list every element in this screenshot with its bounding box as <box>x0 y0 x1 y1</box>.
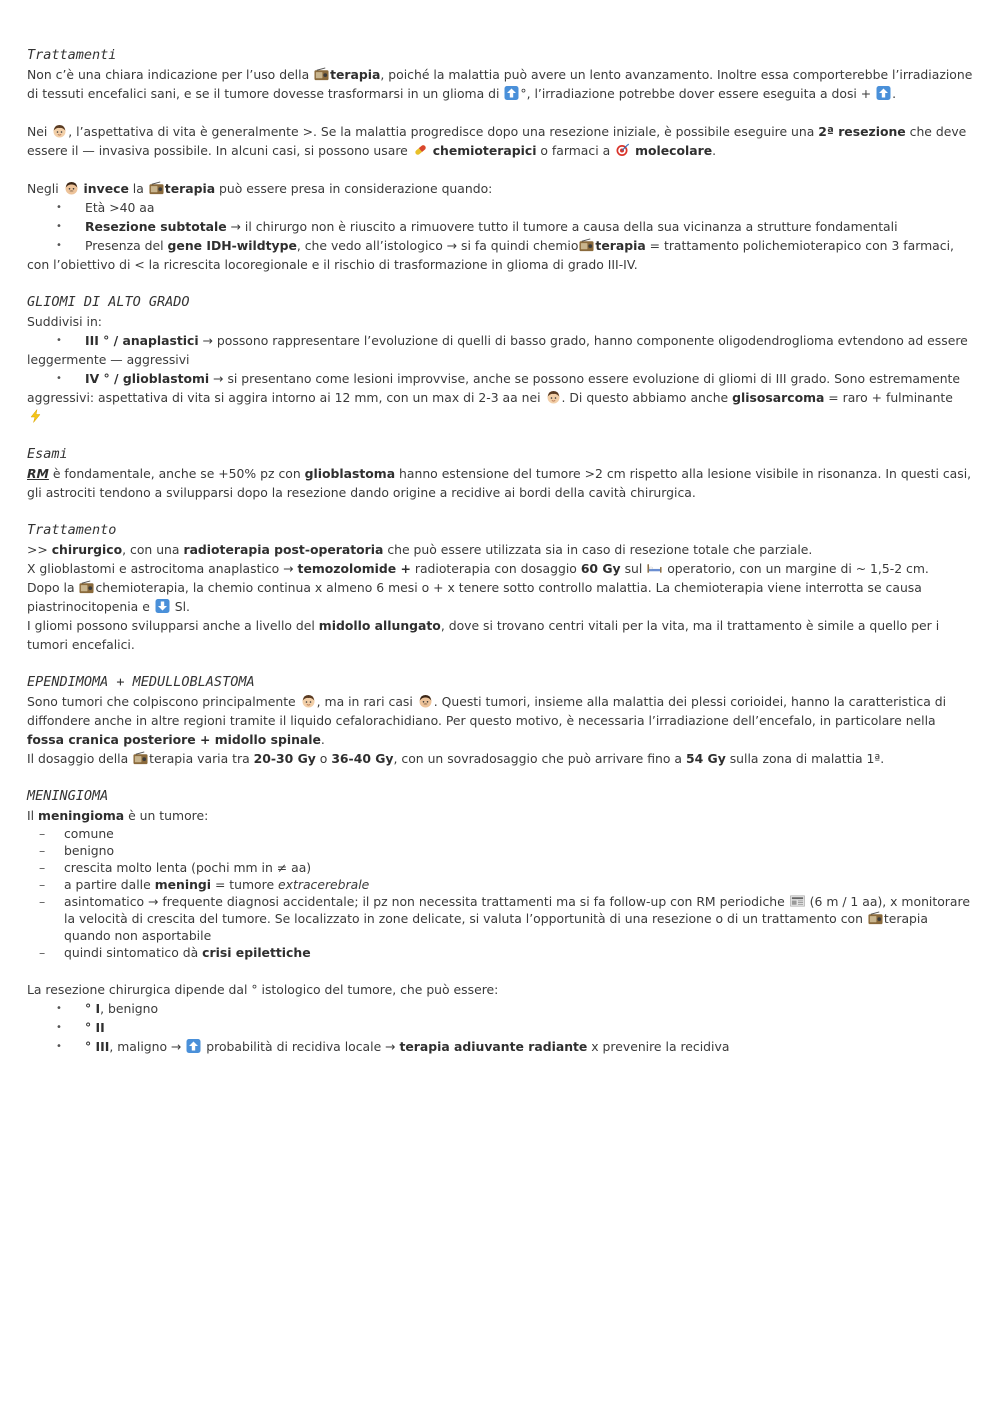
paragraph: Il dosaggio della terapia varia tra 20-30 Gy o 36-40 Gy, con un sovradosaggio che può arrivare fino a 54 Gy sulla zona di malattia 1ª. <box>27 751 885 766</box>
pill-icon <box>413 143 428 157</box>
down-arrow-icon <box>155 599 170 613</box>
bullet-list <box>27 331 973 426</box>
list-item: • Resezione subtotale → il chirurgo non è riuscito a rimuovere tutto il tumore a causa della sua vicinanza a strutture fondamentali <box>27 217 973 236</box>
list-item: • Età >40 aa <box>27 198 973 217</box>
paragraph: >> chirurgico, con una radioterapia post-operatoria che può essere utilizzata sia in caso di resezione totale che parziale. <box>27 542 813 557</box>
list-item: – a partire dalle meningi = tumore extracerebrale <box>27 876 973 893</box>
list-item: – asintomatico → frequente diagnosi accidentale; il pz non necessita trattamenti ma si fa follow-up con RM periodiche (6 m / 1 aa), x monitorare la velocità di crescita del tumore. Se localizzato in zone delicate, si valuta l’opportunità di una resezione o di un trattamento con terapia quando non asportabile <box>27 893 973 944</box>
list-item: – benigno <box>27 842 973 859</box>
list-item: – quindi sintomatico dà crisi epilettiche <box>27 944 973 961</box>
paragraph: Negli invece la terapia può essere presa in considerazione quando: <box>27 181 493 196</box>
list-item: • ° III, maligno → probabilità di recidiva locale → terapia adiuvante radiante x prevenire la recidiva <box>27 1037 973 1056</box>
list-item: • ° II <box>27 1018 973 1037</box>
dash-list <box>27 825 973 961</box>
radio-icon <box>79 580 94 594</box>
section-title-ependimoma: EPENDIMOMA + MEDULLOBLASTOMA <box>27 674 255 690</box>
bullet-list <box>27 999 973 1056</box>
section-title-gliomi: GLIOMI DI ALTO GRADO <box>27 294 190 310</box>
up-arrow-icon <box>876 86 891 100</box>
man-face-icon <box>418 694 433 708</box>
list-item: – crescita molto lenta (pochi mm in ≠ aa) <box>27 859 973 876</box>
paragraph: RM è fondamentale, anche se +50% pz con glioblastoma hanno estensione del tumore >2 cm rispetto alla lesione visibile in risonanza. In questi casi, gli astrociti tendono a svilupparsi dopo la resezione dando origine a recidive ai bordi della cavità chirurgica. <box>27 466 972 500</box>
list-item: • ° I, benigno <box>27 999 973 1018</box>
radio-icon <box>579 238 594 252</box>
paragraph: Dopo la chemioterapia, la chemio continua x almeno 6 mesi o + x tenere sotto controllo malattia. La chemioterapia viene interrotta se causa piastrinocitopenia e Sl. <box>27 580 922 614</box>
radio-icon <box>149 181 164 195</box>
paragraph: La resezione chirurgica dipende dal ° istologico del tumore, che può essere: <box>27 982 499 997</box>
radio-icon <box>133 751 148 765</box>
section-title-trattamento: Trattamento <box>27 522 117 538</box>
target-icon <box>615 143 630 157</box>
list-item: • IV ° / glioblastomi → si presentano come lesioni improvvise, anche se possono essere evoluzione di gliomi di III grado. Sono estremamente aggressivi: aspettativa di vita si aggira intorno ai 12 mm, con un max di 2-3 aa nei . Di questo abbiamo anche glisosarcoma = raro + fulminante <box>27 369 973 426</box>
paragraph: Nei , l’aspettativa di vita è generalmente >. Se la malattia progredisce dopo una resezione iniziale, è possibile eseguire una 2ª resezione che deve essere il — invasiva possibile. In alcuni casi, si possono usare chemioterapici o farmaci a molecolare. <box>27 124 967 158</box>
boy-face-icon <box>301 694 316 708</box>
paragraph: I gliomi possono svilupparsi anche a livello del midollo allungato, dove si trovano centri vitali per la vita, ma il trattamento è simile a quello per i tumori encefalici. <box>27 618 940 652</box>
radio-icon <box>314 67 329 81</box>
list-item: • Presenza del gene IDH-wildtype, che vedo all’istologico → si fa quindi chemio terapia = trattamento polichemioterapico con 3 farmaci, con l’obiettivo di < la ricrescita locoregionale e il rischio di trasformazione in glioma di grado III-IV. <box>27 236 973 274</box>
boy-face-icon <box>546 390 561 404</box>
newspaper-icon <box>790 894 805 908</box>
list-item: – comune <box>27 825 973 842</box>
man-face-icon <box>64 181 79 195</box>
up-arrow-icon <box>504 86 519 100</box>
radio-icon <box>868 911 883 925</box>
paragraph: Suddivisi in: <box>27 314 102 329</box>
up-arrow-icon <box>186 1039 201 1053</box>
lightning-icon <box>28 409 43 423</box>
section-title-esami: Esami <box>27 446 68 462</box>
document-page <box>27 46 973 1056</box>
paragraph: Sono tumori che colpiscono principalmente , ma in rari casi . Questi tumori, insieme alla malattia dei plessi corioidei, hanno la caratteristica di diffondere anche in altre regioni tramite il liquido cefalorachidiano. Per questo motivo, è necessaria l’irradiazione dell’encefalo, in particolare nella fossa cranica posteriore + midollo spinale. <box>27 694 947 747</box>
boy-face-icon <box>52 124 67 138</box>
bed-icon <box>647 561 662 575</box>
paragraph: Il meningioma è un tumore: <box>27 808 209 823</box>
section-title-meningioma: MENINGIOMA <box>27 788 109 804</box>
bullet-list <box>27 198 973 274</box>
paragraph: X glioblastomi e astrocitoma anaplastico → temozolomide + radioterapia con dosaggio 60 Gy sul operatorio, con un margine di ~ 1,5-2 cm. <box>27 561 929 576</box>
list-item: • III ° / anaplastici → possono rappresentare l’evoluzione di quelli di basso grado, hanno componente oligodendroglioma evtendono ad essere leggermente — aggressivi <box>27 331 973 369</box>
section-title-trattamenti: Trattamenti <box>27 47 117 63</box>
paragraph: Non c’è una chiara indicazione per l’uso della terapia, poiché la malattia può avere un lento avanzamento. Inoltre essa comporterebbe l’irradiazione di tessuti encefalici sani, e se il tumore dovesse trasformarsi in un glioma di °, l’irradiazione potrebbe dover essere eseguita a dosi + . <box>27 67 973 101</box>
